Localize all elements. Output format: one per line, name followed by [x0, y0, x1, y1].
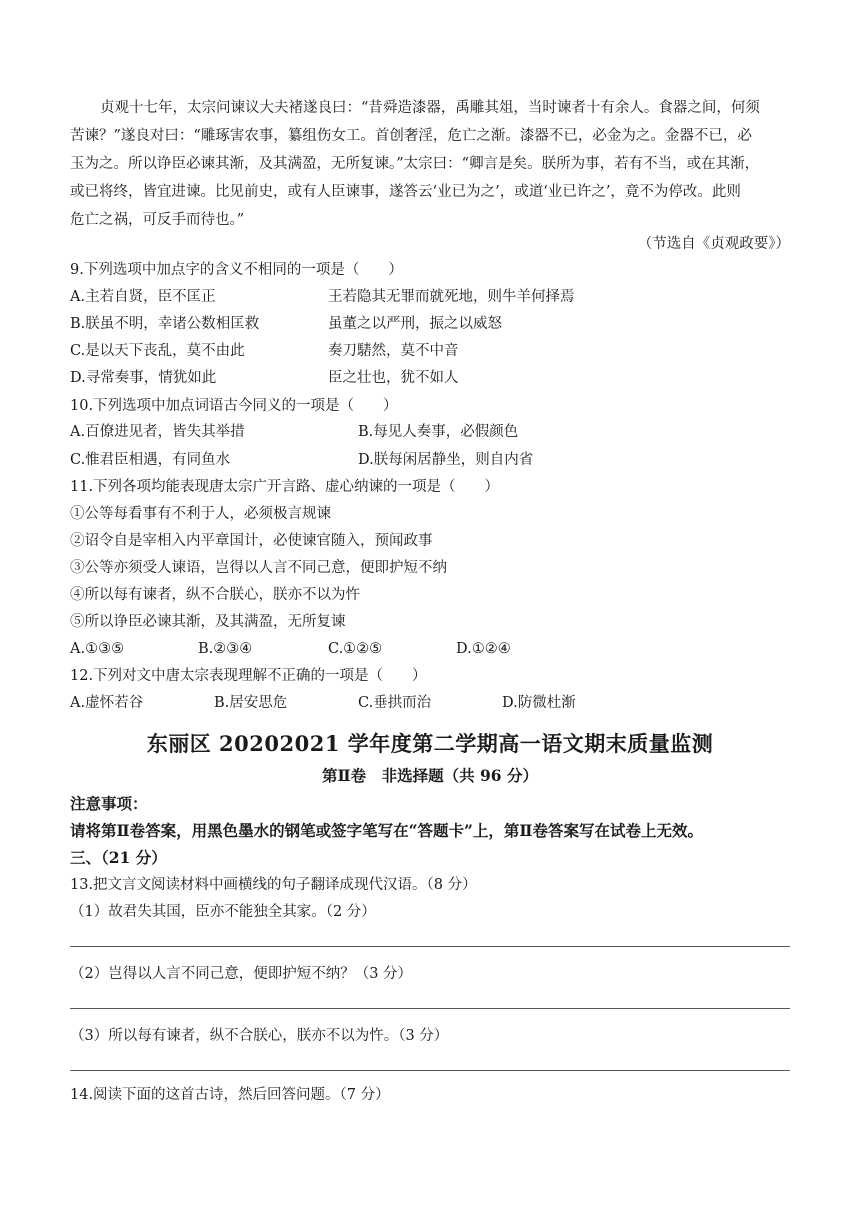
q12-stem: 12.下列对文中唐太宗表现理解不正确的一项是（ ） — [70, 668, 427, 684]
q12-option-b: B.居安思危 — [214, 695, 288, 711]
passage-line-1: 贞观十七年，太宗问谏议大夫褚遂良曰：“昔舜造漆器，禹雕其俎，当时谏者十有余人。食器之间，何须 — [100, 100, 760, 116]
q9-option-d-left: D.寻常奏事，情犹如此 — [70, 370, 217, 386]
q9-option-b-right: 虽董之以严刑，振之以威怒 — [328, 316, 502, 332]
q10-option-a: A.百僚进见者，皆失其举措 — [70, 424, 245, 440]
q11-item-3: ③公等亦须受人谏语，岂得以人言不同己意，便即护短不纳 — [70, 560, 447, 576]
part-3-heading: 三、（21 分） — [70, 848, 167, 867]
q10-option-d: D.朕每闲居静坐，则自内省 — [358, 452, 534, 468]
notice-text: 请将第Ⅱ卷答案，用黑色墨水的钢笔或签字笔写在“答题卡”上，第Ⅱ卷答案写在试卷上无效。 — [70, 821, 703, 840]
q11-item-2: ②诏令自是宰相入内平章国计，必使谏官随入，预闻政事 — [70, 533, 433, 549]
passage-line-5: 危亡之祸，可反手而待也。” — [70, 212, 245, 228]
q11-option-b: B.②③④ — [198, 641, 253, 657]
q11-item-4: ④所以每有谏者，纵不合朕心，朕亦不以为忤 — [70, 587, 360, 603]
q11-option-d: D.①②④ — [456, 641, 511, 657]
passage-line-2: 苦谏？”遂良对曰：“雕琢害农事，纂组伤女工。首创奢淫，危亡之渐。漆器不已，必金为之。金器不已，必 — [70, 128, 752, 144]
q10-option-c: C.惟君臣相遇，有同鱼水 — [70, 452, 231, 468]
exam-title: 东丽区 20202021 学年度第二学期高一语文期末质量监测 — [146, 731, 714, 756]
q10-stem: 10.下列选项中加点词语古今同义的一项是（ ） — [70, 398, 398, 414]
q9-stem: 9.下列选项中加点字的含义不相同的一项是（ ） — [70, 262, 403, 278]
q11-item-5: ⑤所以诤臣必谏其渐，及其满盈，无所复谏 — [70, 614, 346, 630]
answer-line-1 — [70, 946, 790, 947]
q12-option-d: D.防微杜渐 — [502, 695, 576, 711]
q13-item-3: （3）所以每有谏者，纵不合朕心，朕亦不以为忤。（3 分） — [70, 1028, 449, 1044]
passage-source: （节选自《贞观政要》） — [637, 236, 790, 252]
q12-option-a: A.虚怀若谷 — [70, 695, 144, 711]
q11-item-1: ①公等每看事有不利于人，必须极言规谏 — [70, 506, 331, 522]
q9-option-d-right: 臣之壮也，犹不如人 — [328, 370, 459, 386]
section-2-title: 第Ⅱ卷 非选择题（共 96 分） — [322, 766, 538, 785]
q13-item-1: （1）故君失其国，臣亦不能独全其家。（2 分） — [70, 904, 376, 920]
q9-option-c-left: C.是以天下丧乱，莫不由此 — [70, 343, 245, 359]
answer-line-2 — [70, 1008, 790, 1009]
q13-item-2: （2）岂得以人言不同己意，便即护短不纳？（3 分） — [70, 966, 413, 982]
notice-heading: 注意事项： — [70, 794, 148, 813]
q12-option-c: C.垂拱而治 — [358, 695, 432, 711]
q10-option-b: B.每见人奏事，必假颜色 — [358, 424, 519, 440]
passage-line-3: 玉为之。所以诤臣必谏其渐，及其满盈，无所复谏。”太宗曰：“卿言是矣。朕所为事，若有不当，或在其渐， — [70, 156, 760, 172]
q9-option-c-right: 奏刀騞然，莫不中音 — [328, 343, 459, 359]
q11-stem: 11.下列各项均能表现唐太宗广开言路、虚心纳谏的一项是（ ） — [70, 479, 500, 495]
q9-option-a-left: A.主若自贤，臣不匡正 — [70, 289, 216, 305]
q11-option-c: C.①②⑤ — [328, 641, 383, 657]
q11-option-a: A.①③⑤ — [70, 641, 125, 657]
q14-stem: 14.阅读下面的这首古诗，然后回答问题。（7 分） — [70, 1087, 390, 1103]
q13-stem: 13.把文言文阅读材料中画横线的句子翻译成现代汉语。（8 分） — [70, 877, 477, 893]
passage-line-4: 或已将终，皆宜进谏。比见前史，或有人臣谏事，遂答云‘业已为之’，或道‘业已许之’，竟不为停改。此则 — [70, 184, 741, 200]
q9-option-b-left: B.朕虽不明，幸诸公数相匡救 — [70, 316, 260, 332]
q9-option-a-right: 王若隐其无罪而就死地，则牛羊何择焉 — [328, 289, 575, 305]
answer-line-3 — [70, 1070, 790, 1071]
